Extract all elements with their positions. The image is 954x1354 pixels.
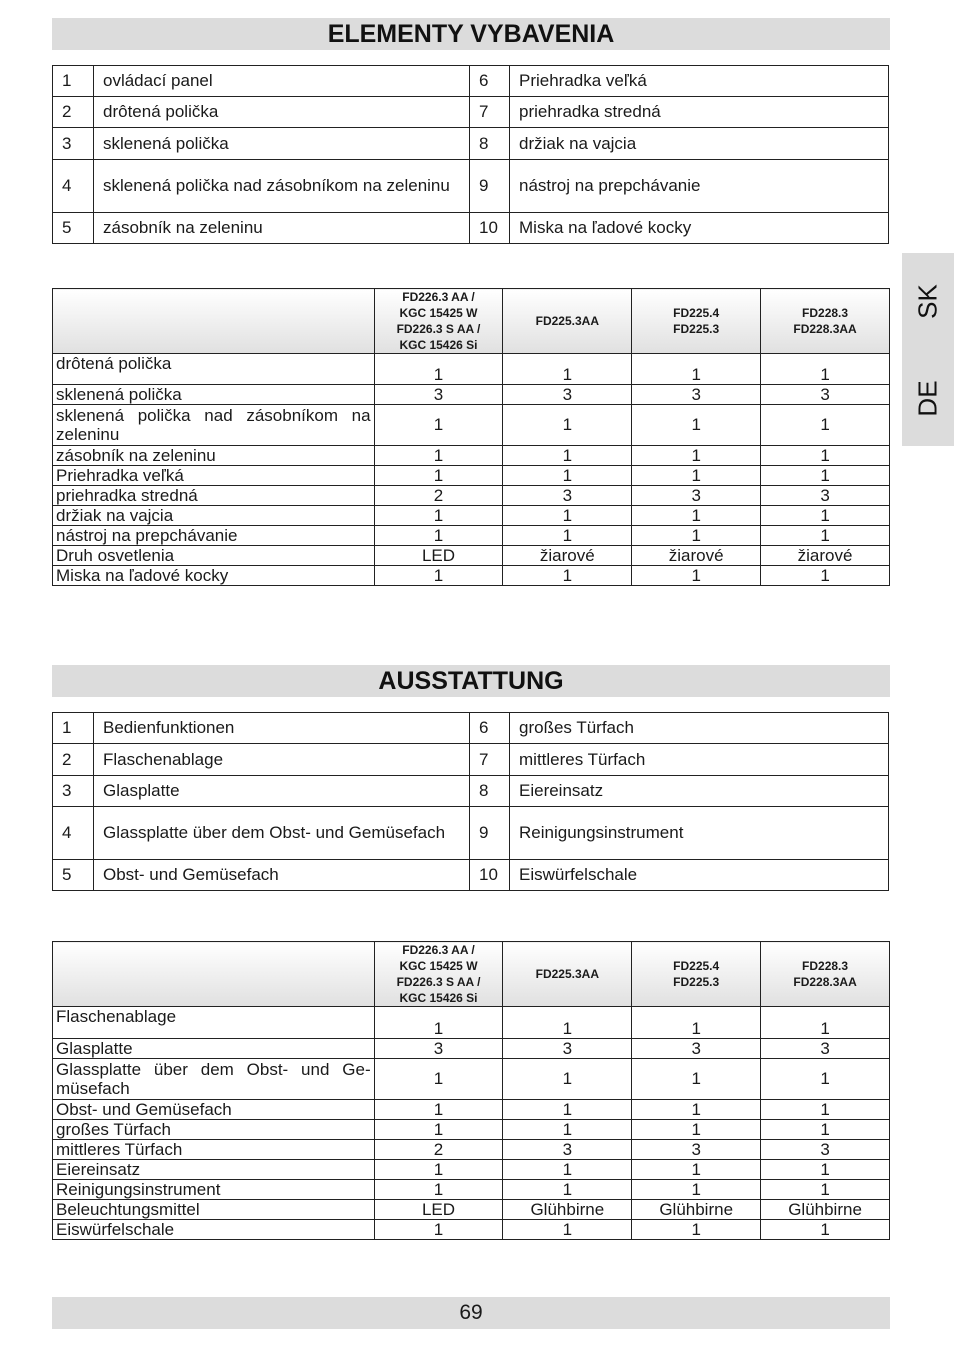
legend-text: Eiereinsatz (510, 776, 889, 807)
spec-value: 3 (632, 1039, 761, 1059)
spec-value: 1 (503, 446, 632, 466)
spec-value: Glühbirne (761, 1200, 890, 1220)
spec-value: 1 (503, 1180, 632, 1200)
spec-value: 1 (374, 1180, 503, 1200)
legend-row (53, 860, 889, 891)
spec-value: 1 (761, 1059, 890, 1100)
spec-value: 3 (632, 385, 761, 405)
spec-row-label: priehradka stredná (53, 486, 375, 506)
legend-number: 3 (53, 128, 94, 160)
spec-row (53, 526, 890, 546)
spec-value: 3 (761, 385, 890, 405)
legend-number: 10 (470, 213, 510, 244)
spec-value: 1 (503, 1100, 632, 1120)
spec-value: 3 (374, 1039, 503, 1059)
spec-table-de (52, 941, 890, 1240)
spec-value: 1 (374, 1059, 503, 1100)
spec-value: 1 (761, 1007, 890, 1039)
spec-row-label: Druh osvetlenia (53, 546, 375, 566)
legend-row (53, 66, 889, 97)
spec-value: 2 (374, 486, 503, 506)
spec-row-label: sklenená polička nad zásobníkom na zeleninu (53, 405, 375, 446)
spec-table-sk (52, 288, 890, 586)
legend-text: držiak na vajcia (510, 128, 889, 160)
spec-value: 1 (503, 1160, 632, 1180)
language-tab (902, 253, 954, 446)
spec-row-label: Miska na ľadové kocky (53, 566, 375, 586)
spec-value: 1 (632, 1120, 761, 1140)
model-name: FD228.3 (802, 959, 849, 973)
legend-number: 7 (470, 744, 510, 776)
legend-text: mittleres Türfach (510, 744, 889, 776)
spec-value: 1 (503, 466, 632, 486)
legend-text: nástroj na prepchávanie (510, 160, 889, 213)
legend-text: Glasplatte (94, 776, 470, 807)
spec-row-label: Obst- und Gemüsefach (53, 1100, 375, 1120)
spec-value: 1 (503, 566, 632, 586)
spec-row (53, 506, 890, 526)
spec-value: 1 (761, 506, 890, 526)
spec-value: 2 (374, 1140, 503, 1160)
spec-value: 1 (632, 466, 761, 486)
model-name: KGC 15425 W (399, 306, 478, 320)
model-header (374, 942, 503, 1007)
spec-row (53, 1160, 890, 1180)
spec-value: 1 (632, 446, 761, 466)
legend-text: Eiswürfelschale (510, 860, 889, 891)
spec-value: 1 (632, 1220, 761, 1240)
spec-value: 1 (761, 405, 890, 446)
spec-row-label: Beleuchtungsmittel (53, 1200, 375, 1220)
spec-row (53, 1200, 890, 1220)
legend-text: Flaschenablage (94, 744, 470, 776)
spec-value: 1 (374, 1100, 503, 1120)
legend-number: 8 (470, 776, 510, 807)
legend-text: sklenená polička nad zásobníkom na zeleninu (94, 160, 470, 213)
spec-value: 3 (503, 385, 632, 405)
spec-value: žiarové (632, 546, 761, 566)
spec-row (53, 1059, 890, 1100)
spec-row (53, 446, 890, 466)
legend-row (53, 97, 889, 128)
model-header (503, 942, 632, 1007)
spec-row-label: drôtená polička (53, 354, 375, 385)
legend-table-sk (52, 65, 889, 244)
spec-row-label: mittleres Türfach (53, 1140, 375, 1160)
page-number: 69 (52, 1297, 890, 1329)
model-name: KGC 15426 Si (399, 991, 478, 1005)
model-name: FD228.3 (802, 306, 849, 320)
spec-row-label: Flaschenablage (53, 1007, 375, 1039)
spec-row-label: Glassplatte über dem Obst- und Gemüsefach (53, 1059, 375, 1100)
legend-row (53, 776, 889, 807)
spec-row (53, 385, 890, 405)
legend-text: Bedienfunktionen (94, 713, 470, 744)
model-header (761, 942, 890, 1007)
spec-value: 3 (761, 1039, 890, 1059)
spec-row (53, 354, 890, 385)
model-name: FD226.3 AA / (402, 943, 475, 957)
spec-value: 1 (761, 566, 890, 586)
model-name: KGC 15425 W (399, 959, 478, 973)
model-name: FD226.3 AA / (402, 290, 475, 304)
legend-row (53, 807, 889, 860)
section-title-de: AUSSTATTUNG (52, 665, 890, 697)
spec-value: žiarové (761, 546, 890, 566)
legend-row (53, 128, 889, 160)
spec-value: 1 (761, 526, 890, 546)
spec-value: 1 (374, 1220, 503, 1240)
spec-value: 1 (503, 405, 632, 446)
legend-row (53, 160, 889, 213)
spec-value: žiarové (503, 546, 632, 566)
spec-row-label: zásobník na zeleninu (53, 446, 375, 466)
legend-number: 3 (53, 776, 94, 807)
model-name: KGC 15426 Si (399, 338, 478, 352)
spec-value: Glühbirne (632, 1200, 761, 1220)
spec-row-label: großes Türfach (53, 1120, 375, 1140)
model-name: FD228.3AA (793, 975, 857, 989)
legend-number: 7 (470, 97, 510, 128)
spec-value: 1 (761, 1180, 890, 1200)
spec-value: 1 (632, 405, 761, 446)
spec-row-label: Eiswürfelschale (53, 1220, 375, 1240)
spec-value: 1 (632, 1180, 761, 1200)
legend-number: 9 (470, 807, 510, 860)
spec-value: 1 (761, 466, 890, 486)
spec-value: 1 (761, 1220, 890, 1240)
legend-number: 1 (53, 66, 94, 97)
spec-value: 3 (632, 486, 761, 506)
spec-value: 1 (632, 1100, 761, 1120)
spec-row-label: Reinigungsinstrument (53, 1180, 375, 1200)
model-header (503, 289, 632, 354)
spec-value: 1 (632, 1007, 761, 1039)
legend-row (53, 744, 889, 776)
model-header (632, 942, 761, 1007)
spec-row (53, 1039, 890, 1059)
spec-value: 1 (374, 506, 503, 526)
spec-row (53, 405, 890, 446)
model-name: FD226.3 S AA / (396, 322, 481, 336)
spec-value: LED (374, 546, 503, 566)
legend-number: 2 (53, 97, 94, 128)
section-title-sk: ELEMENTY VYBAVENIA (52, 18, 890, 50)
spec-row-label: Priehradka veľká (53, 466, 375, 486)
legend-text: Obst- und Gemüsefach (94, 860, 470, 891)
model-name: FD228.3AA (793, 322, 857, 336)
spec-row (53, 1100, 890, 1120)
spec-value: 1 (503, 506, 632, 526)
spec-value: 1 (503, 526, 632, 546)
model-name: FD226.3 S AA / (396, 975, 481, 989)
spec-value: 3 (503, 486, 632, 506)
spec-value: 1 (374, 566, 503, 586)
spec-value: 1 (374, 1120, 503, 1140)
legend-text: Priehradka veľká (510, 66, 889, 97)
spec-row (53, 466, 890, 486)
spec-value: 1 (503, 1120, 632, 1140)
legend-number: 5 (53, 860, 94, 891)
legend-number: 8 (470, 128, 510, 160)
legend-row (53, 213, 889, 244)
legend-number: 4 (53, 807, 94, 860)
spec-value: 1 (374, 1160, 503, 1180)
legend-text: zásobník na zeleninu (94, 213, 470, 244)
spec-value: 1 (503, 1220, 632, 1240)
spec-row (53, 1120, 890, 1140)
legend-number: 9 (470, 160, 510, 213)
spec-row-label: Glasplatte (53, 1039, 375, 1059)
spec-value: 1 (374, 466, 503, 486)
spec-value: 1 (761, 1120, 890, 1140)
spec-value: 1 (374, 1007, 503, 1039)
legend-number: 1 (53, 713, 94, 744)
spec-value: 3 (374, 385, 503, 405)
spec-header-empty (53, 289, 375, 354)
spec-value: 1 (503, 1007, 632, 1039)
spec-row (53, 566, 890, 586)
legend-text: ovládací panel (94, 66, 470, 97)
spec-value: 3 (632, 1140, 761, 1160)
legend-text: priehradka stredná (510, 97, 889, 128)
spec-value: 1 (761, 1160, 890, 1180)
spec-value: 1 (503, 1059, 632, 1100)
spec-value: 1 (632, 1160, 761, 1180)
spec-row (53, 1140, 890, 1160)
legend-row (53, 713, 889, 744)
legend-number: 5 (53, 213, 94, 244)
spec-row (53, 546, 890, 566)
legend-table-de (52, 712, 889, 891)
spec-value: 3 (503, 1039, 632, 1059)
spec-row (53, 1007, 890, 1039)
spec-row-label: nástroj na prepchávanie (53, 526, 375, 546)
spec-value: 1 (761, 1100, 890, 1120)
spec-row (53, 1220, 890, 1240)
spec-value: 1 (374, 354, 503, 385)
legend-number: 2 (53, 744, 94, 776)
legend-text: Glassplatte über dem Obst- und Gemüsefach (94, 807, 470, 860)
spec-value: 1 (632, 354, 761, 385)
spec-value: 3 (761, 1140, 890, 1160)
legend-text: Miska na ľadové kocky (510, 213, 889, 244)
spec-value: 3 (761, 486, 890, 506)
spec-value: 3 (503, 1140, 632, 1160)
model-name: FD225.3 (673, 975, 720, 989)
language-tab-de: DE (912, 380, 943, 417)
model-header (761, 289, 890, 354)
spec-value: Glühbirne (503, 1200, 632, 1220)
model-name: FD225.3AA (535, 314, 599, 328)
legend-text: sklenená polička (94, 128, 470, 160)
spec-header-empty (53, 942, 375, 1007)
spec-value: 1 (374, 526, 503, 546)
legend-number: 4 (53, 160, 94, 213)
model-header (374, 289, 503, 354)
spec-row (53, 486, 890, 506)
legend-text: drôtená polička (94, 97, 470, 128)
spec-value: 1 (374, 446, 503, 466)
model-name: FD225.3AA (535, 967, 599, 981)
spec-value: 1 (761, 354, 890, 385)
spec-row (53, 1180, 890, 1200)
spec-value: 1 (374, 405, 503, 446)
legend-number: 10 (470, 860, 510, 891)
spec-value: 1 (503, 354, 632, 385)
spec-row-label: držiak na vajcia (53, 506, 375, 526)
spec-row-label: Eiereinsatz (53, 1160, 375, 1180)
legend-number: 6 (470, 713, 510, 744)
spec-value: 1 (632, 1059, 761, 1100)
legend-text: Reinigungsinstrument (510, 807, 889, 860)
model-name: FD225.4 (673, 306, 720, 320)
spec-value: 1 (632, 506, 761, 526)
spec-row-label: sklenená polička (53, 385, 375, 405)
spec-value: 1 (632, 526, 761, 546)
model-name: FD225.3 (673, 322, 720, 336)
spec-value: LED (374, 1200, 503, 1220)
model-name: FD225.4 (673, 959, 720, 973)
spec-value: 1 (761, 446, 890, 466)
legend-text: großes Türfach (510, 713, 889, 744)
model-header (632, 289, 761, 354)
language-tab-sk: SK (912, 284, 943, 319)
spec-value: 1 (632, 566, 761, 586)
legend-number: 6 (470, 66, 510, 97)
